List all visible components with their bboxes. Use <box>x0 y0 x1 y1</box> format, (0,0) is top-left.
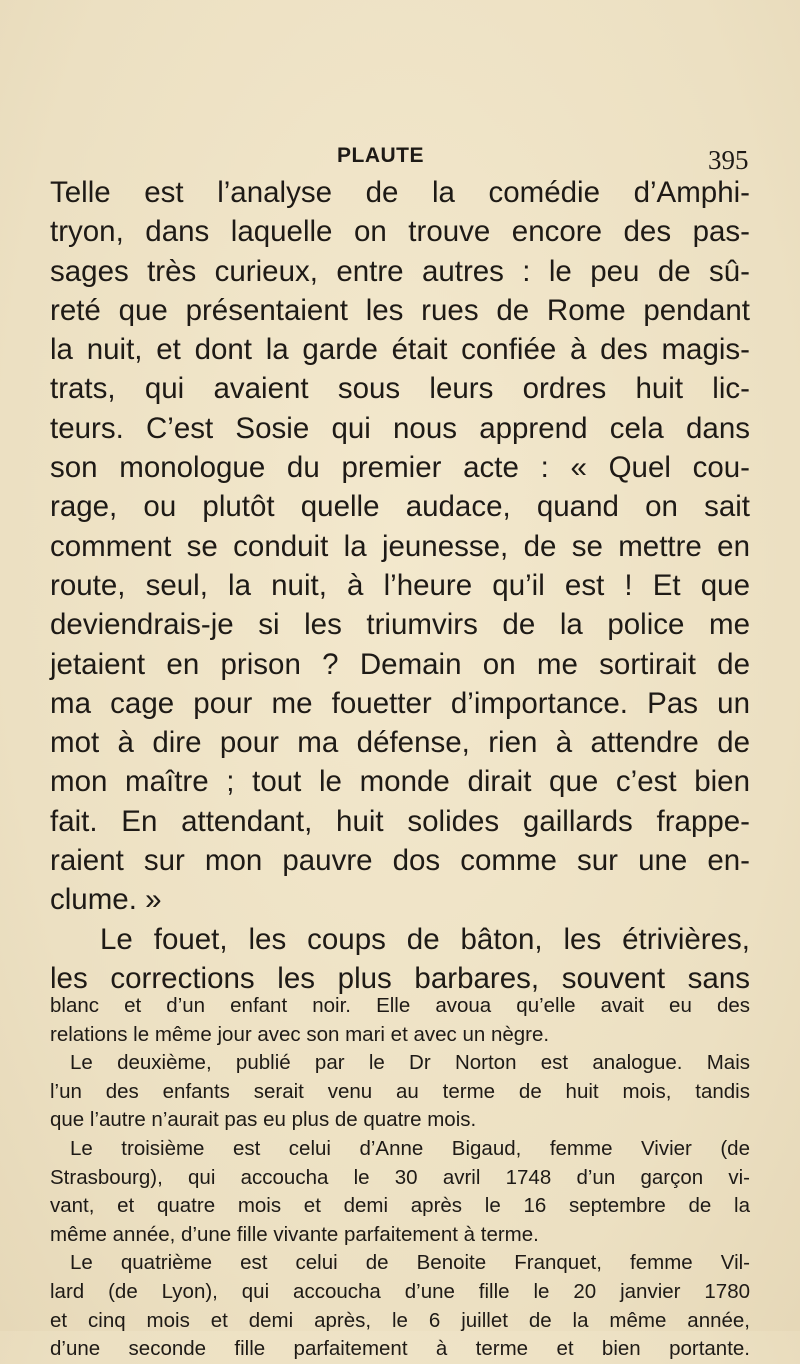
main-text-line: trats, qui avaient sous leurs ordres huit lic- <box>50 372 750 406</box>
main-text-line: reté que présentaient les rues de Rome pendant <box>50 293 750 327</box>
main-text-line: les corrections les plus barbares, souvent sans <box>50 961 750 995</box>
footnotes <box>50 992 750 1364</box>
footnote-line: vant, et quatre mois et demi après le 16 septembre de la <box>50 1194 750 1218</box>
main-text-line: jetaient en prison ? Demain on me sortirait de <box>50 647 750 681</box>
footnote-line: et cinq mois et demi après, le 6 juillet de la même année, <box>50 1308 750 1332</box>
main-text-line: rage, ou plutôt quelle audace, quand on sait <box>50 490 750 524</box>
main-text-line: comment se conduit la jeunesse, de se mettre en <box>50 529 750 563</box>
footnote-line: lard (de Lyon), qui accoucha d’une fille le 20 janvier 1780 <box>50 1279 750 1303</box>
footnote-line: Le troisième est celui d’Anne Bigaud, femme Vivier (de <box>70 1136 750 1160</box>
main-text-line: teurs. C’est Sosie qui nous apprend cela dans <box>50 411 750 445</box>
main-text-line: raient sur mon pauvre dos comme sur une en- <box>50 844 750 878</box>
footnote-line: même année, d’une fille vivante parfaitement à terme. <box>50 1222 539 1246</box>
footnote-line: Le quatrième est celui de Benoite Franquet, femme Vil- <box>70 1251 750 1275</box>
main-text-line: route, seul, la nuit, à l’heure qu’il est ! Et que <box>50 568 750 602</box>
main-text-line: Telle est l’analyse de la comédie d’Amphi- <box>50 176 750 209</box>
footnote-line: que l’autre n’aurait pas eu plus de quatre mois. <box>50 1108 477 1132</box>
main-text-line: tryon, dans laquelle on trouve encore des pas- <box>50 215 750 249</box>
page-number: 395 <box>708 145 749 175</box>
footnote-line: relations le même jour avec son mari et avec un nègre. <box>50 1022 550 1046</box>
main-text-line: deviendrais-je si les triumvirs de la police me <box>50 608 750 642</box>
footnote-line: Le deuxième, publié par le Dr Norton est analogue. Mais <box>70 1051 750 1075</box>
main-text-line: clume. » <box>50 883 162 917</box>
main-text-line: son monologue du premier acte : « Quel cou- <box>50 451 750 485</box>
running-title: PLAUTE <box>337 144 424 167</box>
main-text-line: mon maître ; tout le monde dirait que c’est bien <box>50 765 750 799</box>
footnote-line: d’une seconde fille parfaitement à terme et bien portante. <box>50 1337 750 1361</box>
main-text-line: la nuit, et dont la garde était confiée à des magis- <box>50 333 750 367</box>
main-text <box>50 173 750 998</box>
footnote-line: Strasbourg), qui accoucha le 30 avril 1748 d’un garçon vi- <box>50 1165 750 1189</box>
main-text-line: Le fouet, les coups de bâton, les étrivières, <box>100 922 750 956</box>
footnote-line: blanc et d’un enfant noir. Elle avoua qu’elle avait eu des <box>50 994 750 1017</box>
footnote-line: l’un des enfants serait venu au terme de huit mois, tandis <box>50 1079 750 1103</box>
running-head <box>0 144 800 174</box>
main-text-line: mot à dire pour ma défense, rien à attendre de <box>50 726 750 760</box>
main-text-line: ma cage pour me fouetter d’importance. Pas un <box>50 686 750 720</box>
main-text-line: fait. En attendant, huit solides gaillards frappe- <box>50 804 750 838</box>
main-text-line: sages très curieux, entre autres : le peu de sû- <box>50 254 750 288</box>
